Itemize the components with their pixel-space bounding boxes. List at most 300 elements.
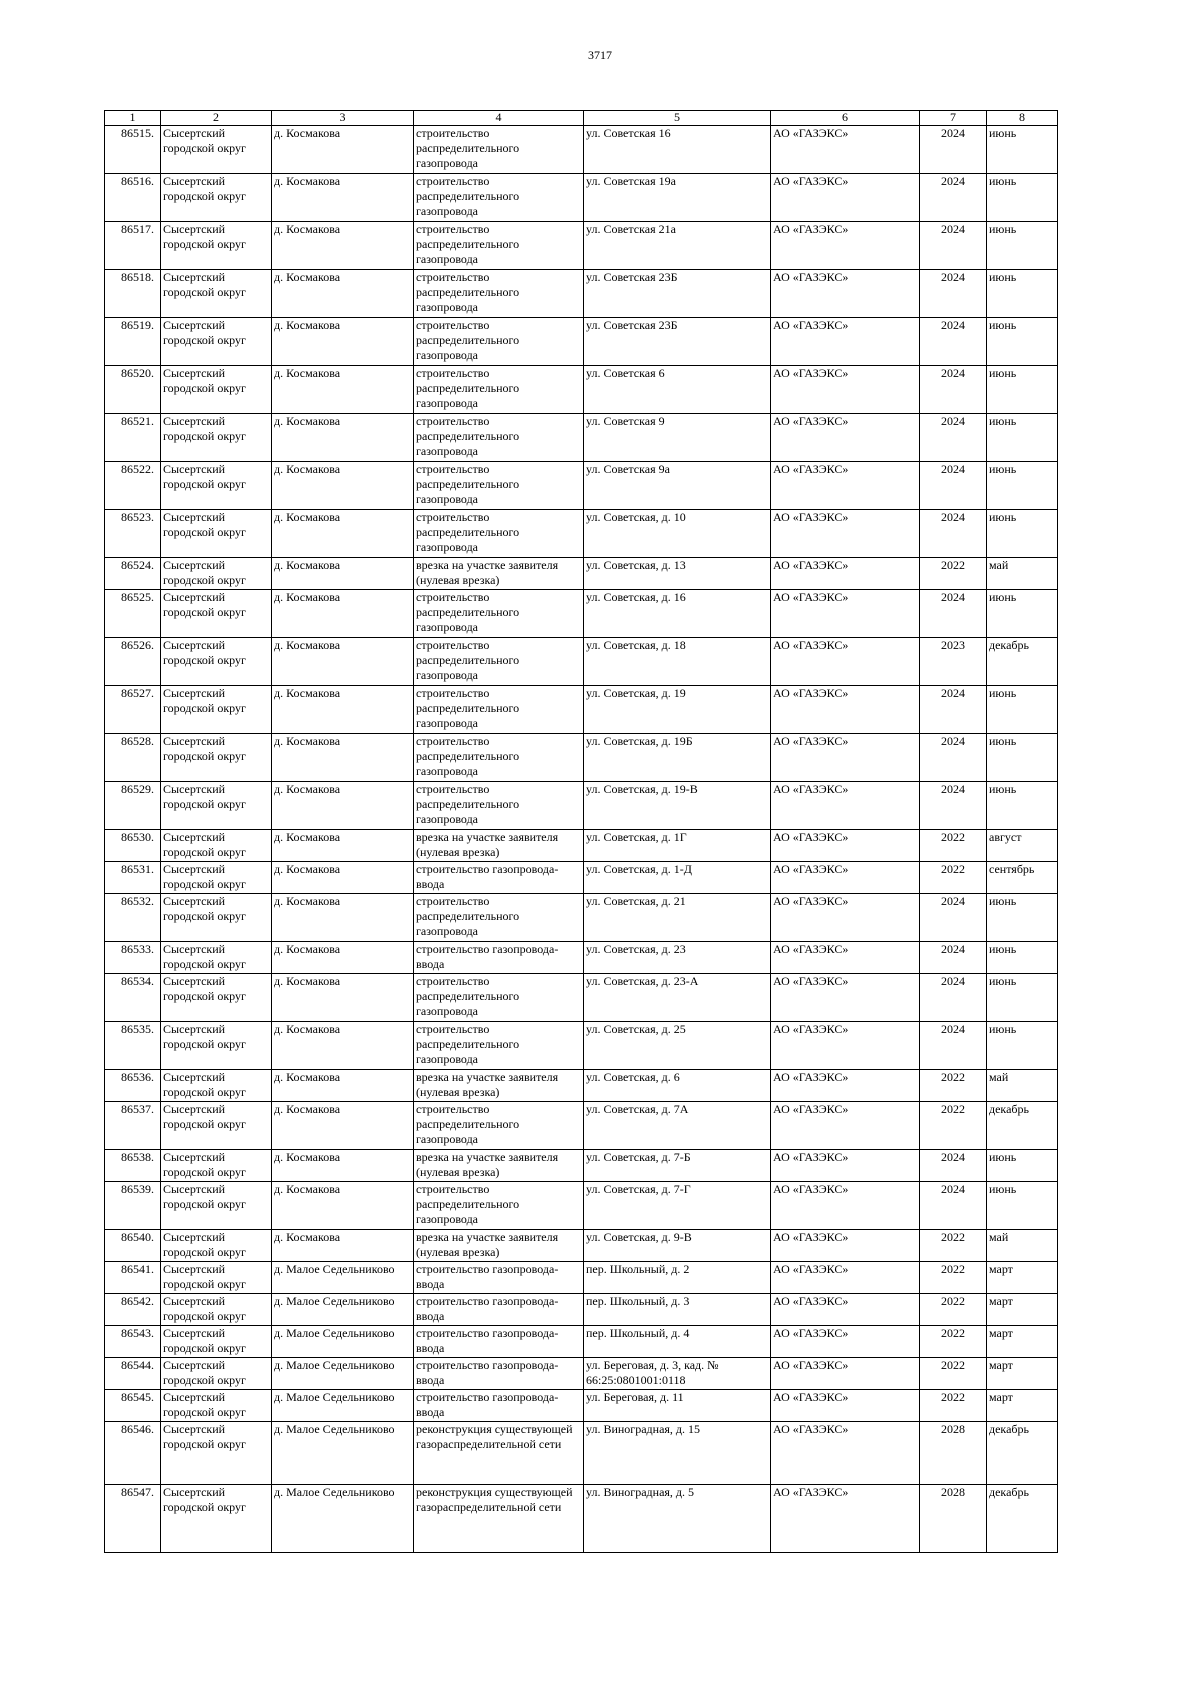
locality-cell: д. Космакова bbox=[272, 462, 414, 510]
locality-cell: д. Малое Седельниково bbox=[272, 1326, 414, 1358]
year-cell: 2024 bbox=[920, 734, 987, 782]
organization-cell: АО «ГАЗЭКС» bbox=[771, 862, 920, 894]
locality-cell: д. Космакова bbox=[272, 270, 414, 318]
row-number: 86537. bbox=[105, 1102, 161, 1150]
address-cell: ул. Советская 16 bbox=[584, 126, 771, 174]
month-cell: июнь bbox=[987, 590, 1058, 638]
organization-cell: АО «ГАЗЭКС» bbox=[771, 222, 920, 270]
year-cell: 2023 bbox=[920, 638, 987, 686]
year-cell: 2022 bbox=[920, 830, 987, 862]
year-cell: 2024 bbox=[920, 942, 987, 974]
month-cell: июнь bbox=[987, 1150, 1058, 1182]
table-row bbox=[105, 894, 1058, 942]
work-type-cell: реконструкция существующей газораспределительной сети bbox=[414, 1485, 584, 1553]
table-row bbox=[105, 414, 1058, 462]
row-number: 86541. bbox=[105, 1262, 161, 1294]
table-row bbox=[105, 638, 1058, 686]
organization-cell: АО «ГАЗЭКС» bbox=[771, 1150, 920, 1182]
table-row bbox=[105, 126, 1058, 174]
month-cell: декабрь bbox=[987, 1102, 1058, 1150]
month-cell: май bbox=[987, 1230, 1058, 1262]
month-cell: июнь bbox=[987, 222, 1058, 270]
district-cell: Сысертский городской округ bbox=[161, 1262, 272, 1294]
work-type-cell: строительство распределительного газопровода bbox=[414, 974, 584, 1022]
work-type-cell: строительство распределительного газопровода bbox=[414, 894, 584, 942]
organization-cell: АО «ГАЗЭКС» bbox=[771, 126, 920, 174]
work-type-cell: строительство распределительного газопровода bbox=[414, 1022, 584, 1070]
year-cell: 2024 bbox=[920, 686, 987, 734]
organization-cell: АО «ГАЗЭКС» bbox=[771, 894, 920, 942]
organization-cell: АО «ГАЗЭКС» bbox=[771, 366, 920, 414]
district-cell: Сысертский городской округ bbox=[161, 510, 272, 558]
locality-cell: д. Космакова bbox=[272, 174, 414, 222]
address-cell: ул. Советская, д. 19 bbox=[584, 686, 771, 734]
organization-cell: АО «ГАЗЭКС» bbox=[771, 270, 920, 318]
row-number: 86534. bbox=[105, 974, 161, 1022]
year-cell: 2022 bbox=[920, 1358, 987, 1390]
row-number: 86521. bbox=[105, 414, 161, 462]
address-cell: ул. Советская, д. 7-Б bbox=[584, 1150, 771, 1182]
district-cell: Сысертский городской округ bbox=[161, 1358, 272, 1390]
work-type-cell: строительство распределительного газопровода bbox=[414, 638, 584, 686]
month-cell: июнь bbox=[987, 414, 1058, 462]
year-cell: 2022 bbox=[920, 1326, 987, 1358]
district-cell: Сысертский городской округ bbox=[161, 734, 272, 782]
table-row bbox=[105, 558, 1058, 590]
year-cell: 2022 bbox=[920, 1294, 987, 1326]
month-cell: июнь bbox=[987, 366, 1058, 414]
address-cell: ул. Советская, д. 1Г bbox=[584, 830, 771, 862]
address-cell: ул. Советская, д. 6 bbox=[584, 1070, 771, 1102]
row-number: 86518. bbox=[105, 270, 161, 318]
work-type-cell: строительство распределительного газопровода bbox=[414, 590, 584, 638]
address-cell: ул. Советская 21а bbox=[584, 222, 771, 270]
district-cell: Сысертский городской округ bbox=[161, 974, 272, 1022]
row-number: 86531. bbox=[105, 862, 161, 894]
row-number: 86536. bbox=[105, 1070, 161, 1102]
organization-cell: АО «ГАЗЭКС» bbox=[771, 462, 920, 510]
column-header: 4 bbox=[414, 111, 584, 126]
organization-cell: АО «ГАЗЭКС» bbox=[771, 414, 920, 462]
year-cell: 2022 bbox=[920, 1070, 987, 1102]
address-cell: ул. Береговая, д. 3, кад. № 66:25:0801001:0118 bbox=[584, 1358, 771, 1390]
work-type-cell: строительство газопровода-ввода bbox=[414, 1390, 584, 1422]
year-cell: 2024 bbox=[920, 126, 987, 174]
locality-cell: д. Космакова bbox=[272, 974, 414, 1022]
year-cell: 2024 bbox=[920, 1022, 987, 1070]
month-cell: март bbox=[987, 1262, 1058, 1294]
district-cell: Сысертский городской округ bbox=[161, 1390, 272, 1422]
address-cell: ул. Береговая, д. 11 bbox=[584, 1390, 771, 1422]
row-number: 86529. bbox=[105, 782, 161, 830]
month-cell: июнь bbox=[987, 974, 1058, 1022]
month-cell: март bbox=[987, 1326, 1058, 1358]
district-cell: Сысертский городской округ bbox=[161, 1102, 272, 1150]
row-number: 86544. bbox=[105, 1358, 161, 1390]
address-cell: ул. Советская 9а bbox=[584, 462, 771, 510]
organization-cell: АО «ГАЗЭКС» bbox=[771, 1358, 920, 1390]
month-cell: май bbox=[987, 558, 1058, 590]
table-row bbox=[105, 1358, 1058, 1390]
organization-cell: АО «ГАЗЭКС» bbox=[771, 510, 920, 558]
year-cell: 2024 bbox=[920, 1182, 987, 1230]
organization-cell: АО «ГАЗЭКС» bbox=[771, 830, 920, 862]
year-cell: 2024 bbox=[920, 590, 987, 638]
month-cell: июнь bbox=[987, 174, 1058, 222]
district-cell: Сысертский городской округ bbox=[161, 894, 272, 942]
district-cell: Сысертский городской округ bbox=[161, 1230, 272, 1262]
month-cell: июнь bbox=[987, 1022, 1058, 1070]
district-cell: Сысертский городской округ bbox=[161, 782, 272, 830]
address-cell: ул. Советская 19а bbox=[584, 174, 771, 222]
month-cell: март bbox=[987, 1358, 1058, 1390]
address-cell: ул. Советская, д. 23-А bbox=[584, 974, 771, 1022]
work-type-cell: строительство газопровода-ввода bbox=[414, 942, 584, 974]
row-number: 86520. bbox=[105, 366, 161, 414]
year-cell: 2024 bbox=[920, 894, 987, 942]
organization-cell: АО «ГАЗЭКС» bbox=[771, 1294, 920, 1326]
work-type-cell: строительство распределительного газопровода bbox=[414, 510, 584, 558]
column-header: 2 bbox=[161, 111, 272, 126]
district-cell: Сысертский городской округ bbox=[161, 830, 272, 862]
locality-cell: д. Космакова bbox=[272, 830, 414, 862]
row-number: 86527. bbox=[105, 686, 161, 734]
work-type-cell: строительство распределительного газопровода bbox=[414, 318, 584, 366]
work-type-cell: врезка на участке заявителя (нулевая врезка) bbox=[414, 1230, 584, 1262]
organization-cell: АО «ГАЗЭКС» bbox=[771, 1230, 920, 1262]
locality-cell: д. Космакова bbox=[272, 126, 414, 174]
address-cell: пер. Школьный, д. 3 bbox=[584, 1294, 771, 1326]
organization-cell: АО «ГАЗЭКС» bbox=[771, 1390, 920, 1422]
row-number: 86530. bbox=[105, 830, 161, 862]
district-cell: Сысертский городской округ bbox=[161, 590, 272, 638]
row-number: 86539. bbox=[105, 1182, 161, 1230]
district-cell: Сысертский городской округ bbox=[161, 1294, 272, 1326]
year-cell: 2022 bbox=[920, 558, 987, 590]
locality-cell: д. Космакова bbox=[272, 1230, 414, 1262]
district-cell: Сысертский городской округ bbox=[161, 222, 272, 270]
district-cell: Сысертский городской округ bbox=[161, 1485, 272, 1553]
locality-cell: д. Космакова bbox=[272, 1102, 414, 1150]
work-type-cell: строительство распределительного газопровода bbox=[414, 686, 584, 734]
address-cell: ул. Советская 6 bbox=[584, 366, 771, 414]
organization-cell: АО «ГАЗЭКС» bbox=[771, 1326, 920, 1358]
locality-cell: д. Малое Седельниково bbox=[272, 1485, 414, 1553]
district-cell: Сысертский городской округ bbox=[161, 638, 272, 686]
row-number: 86545. bbox=[105, 1390, 161, 1422]
district-cell: Сысертский городской округ bbox=[161, 1022, 272, 1070]
year-cell: 2024 bbox=[920, 270, 987, 318]
locality-cell: д. Малое Седельниково bbox=[272, 1294, 414, 1326]
year-cell: 2024 bbox=[920, 366, 987, 414]
district-cell: Сысертский городской округ bbox=[161, 558, 272, 590]
locality-cell: д. Космакова bbox=[272, 782, 414, 830]
table-row bbox=[105, 1102, 1058, 1150]
locality-cell: д. Малое Седельниково bbox=[272, 1390, 414, 1422]
table-row bbox=[105, 1022, 1058, 1070]
district-cell: Сысертский городской округ bbox=[161, 1182, 272, 1230]
locality-cell: д. Космакова bbox=[272, 1150, 414, 1182]
locality-cell: д. Космакова bbox=[272, 590, 414, 638]
month-cell: июнь bbox=[987, 894, 1058, 942]
table-row bbox=[105, 1262, 1058, 1294]
address-cell: ул. Советская, д. 23 bbox=[584, 942, 771, 974]
district-cell: Сысертский городской округ bbox=[161, 686, 272, 734]
address-cell: ул. Советская, д. 9-В bbox=[584, 1230, 771, 1262]
work-type-cell: строительство распределительного газопровода bbox=[414, 1102, 584, 1150]
table-row bbox=[105, 1390, 1058, 1422]
table-row bbox=[105, 1070, 1058, 1102]
work-type-cell: строительство распределительного газопровода bbox=[414, 366, 584, 414]
address-cell: ул. Советская, д. 10 bbox=[584, 510, 771, 558]
work-type-cell: врезка на участке заявителя (нулевая врезка) bbox=[414, 830, 584, 862]
year-cell: 2024 bbox=[920, 462, 987, 510]
address-cell: ул. Советская, д. 25 bbox=[584, 1022, 771, 1070]
row-number: 86540. bbox=[105, 1230, 161, 1262]
district-cell: Сысертский городской округ bbox=[161, 270, 272, 318]
work-type-cell: врезка на участке заявителя (нулевая врезка) bbox=[414, 1070, 584, 1102]
row-number: 86542. bbox=[105, 1294, 161, 1326]
year-cell: 2028 bbox=[920, 1485, 987, 1553]
year-cell: 2024 bbox=[920, 222, 987, 270]
row-number: 86523. bbox=[105, 510, 161, 558]
organization-cell: АО «ГАЗЭКС» bbox=[771, 1422, 920, 1485]
locality-cell: д. Космакова bbox=[272, 686, 414, 734]
organization-cell: АО «ГАЗЭКС» bbox=[771, 1102, 920, 1150]
work-type-cell: врезка на участке заявителя (нулевая врезка) bbox=[414, 1150, 584, 1182]
locality-cell: д. Космакова bbox=[272, 1070, 414, 1102]
locality-cell: д. Космакова bbox=[272, 1022, 414, 1070]
work-type-cell: строительство распределительного газопровода bbox=[414, 126, 584, 174]
table-row bbox=[105, 510, 1058, 558]
locality-cell: д. Космакова bbox=[272, 510, 414, 558]
month-cell: июнь bbox=[987, 270, 1058, 318]
work-type-cell: строительство распределительного газопровода bbox=[414, 222, 584, 270]
year-cell: 2024 bbox=[920, 318, 987, 366]
column-header: 8 bbox=[987, 111, 1058, 126]
address-cell: ул. Советская 23Б bbox=[584, 270, 771, 318]
locality-cell: д. Космакова bbox=[272, 734, 414, 782]
organization-cell: АО «ГАЗЭКС» bbox=[771, 734, 920, 782]
year-cell: 2022 bbox=[920, 1262, 987, 1294]
table-row bbox=[105, 366, 1058, 414]
district-cell: Сысертский городской округ bbox=[161, 174, 272, 222]
row-number: 86526. bbox=[105, 638, 161, 686]
row-number: 86516. bbox=[105, 174, 161, 222]
month-cell: июнь bbox=[987, 510, 1058, 558]
year-cell: 2024 bbox=[920, 782, 987, 830]
row-number: 86543. bbox=[105, 1326, 161, 1358]
month-cell: декабрь bbox=[987, 1422, 1058, 1485]
district-cell: Сысертский городской округ bbox=[161, 366, 272, 414]
column-header: 6 bbox=[771, 111, 920, 126]
organization-cell: АО «ГАЗЭКС» bbox=[771, 782, 920, 830]
work-type-cell: строительство распределительного газопровода bbox=[414, 174, 584, 222]
month-cell: март bbox=[987, 1390, 1058, 1422]
year-cell: 2024 bbox=[920, 974, 987, 1022]
month-cell: декабрь bbox=[987, 638, 1058, 686]
table-row bbox=[105, 222, 1058, 270]
address-cell: ул. Советская, д. 1-Д bbox=[584, 862, 771, 894]
organization-cell: АО «ГАЗЭКС» bbox=[771, 686, 920, 734]
table-row bbox=[105, 270, 1058, 318]
locality-cell: д. Космакова bbox=[272, 862, 414, 894]
organization-cell: АО «ГАЗЭКС» bbox=[771, 1070, 920, 1102]
organization-cell: АО «ГАЗЭКС» bbox=[771, 174, 920, 222]
table-row bbox=[105, 462, 1058, 510]
table-row bbox=[105, 1182, 1058, 1230]
work-type-cell: строительство распределительного газопровода bbox=[414, 1182, 584, 1230]
district-cell: Сысертский городской округ bbox=[161, 126, 272, 174]
table-row bbox=[105, 974, 1058, 1022]
locality-cell: д. Космакова bbox=[272, 222, 414, 270]
organization-cell: АО «ГАЗЭКС» bbox=[771, 942, 920, 974]
gasification-table bbox=[104, 110, 1058, 1553]
address-cell: ул. Советская, д. 19Б bbox=[584, 734, 771, 782]
district-cell: Сысертский городской округ bbox=[161, 1070, 272, 1102]
table-row bbox=[105, 1422, 1058, 1485]
work-type-cell: строительство газопровода-ввода bbox=[414, 1262, 584, 1294]
column-header: 1 bbox=[105, 111, 161, 126]
district-cell: Сысертский городской округ bbox=[161, 1326, 272, 1358]
organization-cell: АО «ГАЗЭКС» bbox=[771, 1022, 920, 1070]
locality-cell: д. Космакова bbox=[272, 318, 414, 366]
locality-cell: д. Космакова bbox=[272, 414, 414, 462]
district-cell: Сысертский городской округ bbox=[161, 462, 272, 510]
work-type-cell: строительство газопровода-ввода bbox=[414, 862, 584, 894]
table-row bbox=[105, 1485, 1058, 1553]
district-cell: Сысертский городской округ bbox=[161, 942, 272, 974]
column-header: 3 bbox=[272, 111, 414, 126]
page-number: 3717 bbox=[588, 48, 612, 62]
organization-cell: АО «ГАЗЭКС» bbox=[771, 558, 920, 590]
district-cell: Сысертский городской округ bbox=[161, 1422, 272, 1485]
organization-cell: АО «ГАЗЭКС» bbox=[771, 974, 920, 1022]
address-cell: ул. Виноградная, д. 5 bbox=[584, 1485, 771, 1553]
organization-cell: АО «ГАЗЭКС» bbox=[771, 590, 920, 638]
work-type-cell: врезка на участке заявителя (нулевая врезка) bbox=[414, 558, 584, 590]
year-cell: 2024 bbox=[920, 1150, 987, 1182]
organization-cell: АО «ГАЗЭКС» bbox=[771, 1485, 920, 1553]
month-cell: июнь bbox=[987, 126, 1058, 174]
table-body bbox=[105, 111, 1058, 1553]
table-row bbox=[105, 318, 1058, 366]
table-row bbox=[105, 1294, 1058, 1326]
month-cell: июнь bbox=[987, 686, 1058, 734]
address-cell: ул. Советская, д. 16 bbox=[584, 590, 771, 638]
row-number: 86535. bbox=[105, 1022, 161, 1070]
organization-cell: АО «ГАЗЭКС» bbox=[771, 638, 920, 686]
year-cell: 2028 bbox=[920, 1422, 987, 1485]
row-number: 86519. bbox=[105, 318, 161, 366]
locality-cell: д. Космакова bbox=[272, 638, 414, 686]
year-cell: 2022 bbox=[920, 1390, 987, 1422]
month-cell: май bbox=[987, 1070, 1058, 1102]
work-type-cell: строительство распределительного газопровода bbox=[414, 462, 584, 510]
locality-cell: д. Малое Седельниково bbox=[272, 1358, 414, 1390]
month-cell: июнь bbox=[987, 942, 1058, 974]
district-cell: Сысертский городской округ bbox=[161, 1150, 272, 1182]
table-row bbox=[105, 782, 1058, 830]
row-number: 86533. bbox=[105, 942, 161, 974]
district-cell: Сысертский городской округ bbox=[161, 318, 272, 366]
address-cell: ул. Советская 23Б bbox=[584, 318, 771, 366]
work-type-cell: строительство газопровода-ввода bbox=[414, 1294, 584, 1326]
locality-cell: д. Космакова bbox=[272, 942, 414, 974]
locality-cell: д. Малое Седельниково bbox=[272, 1422, 414, 1485]
address-cell: ул. Советская, д. 18 bbox=[584, 638, 771, 686]
district-cell: Сысертский городской округ bbox=[161, 862, 272, 894]
locality-cell: д. Космакова bbox=[272, 1182, 414, 1230]
table-row bbox=[105, 942, 1058, 974]
row-number: 86546. bbox=[105, 1422, 161, 1485]
address-cell: ул. Советская, д. 7-Г bbox=[584, 1182, 771, 1230]
row-number: 86524. bbox=[105, 558, 161, 590]
district-cell: Сысертский городской округ bbox=[161, 414, 272, 462]
month-cell: август bbox=[987, 830, 1058, 862]
row-number: 86538. bbox=[105, 1150, 161, 1182]
column-header: 7 bbox=[920, 111, 987, 126]
table-row bbox=[105, 734, 1058, 782]
address-cell: ул. Советская, д. 19-В bbox=[584, 782, 771, 830]
month-cell: декабрь bbox=[987, 1485, 1058, 1553]
month-cell: июнь bbox=[987, 734, 1058, 782]
row-number: 86522. bbox=[105, 462, 161, 510]
month-cell: июнь bbox=[987, 1182, 1058, 1230]
address-cell: пер. Школьный, д. 4 bbox=[584, 1326, 771, 1358]
year-cell: 2022 bbox=[920, 862, 987, 894]
column-number-row bbox=[105, 111, 1058, 126]
table-row bbox=[105, 862, 1058, 894]
year-cell: 2024 bbox=[920, 510, 987, 558]
column-header: 5 bbox=[584, 111, 771, 126]
table-row bbox=[105, 830, 1058, 862]
work-type-cell: строительство газопровода-ввода bbox=[414, 1326, 584, 1358]
month-cell: июнь bbox=[987, 462, 1058, 510]
organization-cell: АО «ГАЗЭКС» bbox=[771, 1262, 920, 1294]
table-row bbox=[105, 1150, 1058, 1182]
organization-cell: АО «ГАЗЭКС» bbox=[771, 1182, 920, 1230]
locality-cell: д. Малое Седельниково bbox=[272, 1262, 414, 1294]
address-cell: ул. Советская, д. 13 bbox=[584, 558, 771, 590]
row-number: 86515. bbox=[105, 126, 161, 174]
year-cell: 2022 bbox=[920, 1102, 987, 1150]
address-cell: ул. Советская 9 bbox=[584, 414, 771, 462]
work-type-cell: строительство распределительного газопровода bbox=[414, 270, 584, 318]
locality-cell: д. Космакова bbox=[272, 366, 414, 414]
month-cell: июнь bbox=[987, 318, 1058, 366]
work-type-cell: строительство распределительного газопровода bbox=[414, 414, 584, 462]
address-cell: пер. Школьный, д. 2 bbox=[584, 1262, 771, 1294]
work-type-cell: строительство распределительного газопровода bbox=[414, 782, 584, 830]
table-row bbox=[105, 174, 1058, 222]
row-number: 86532. bbox=[105, 894, 161, 942]
table-row bbox=[105, 590, 1058, 638]
row-number: 86517. bbox=[105, 222, 161, 270]
year-cell: 2022 bbox=[920, 1230, 987, 1262]
work-type-cell: строительство распределительного газопровода bbox=[414, 734, 584, 782]
row-number: 86525. bbox=[105, 590, 161, 638]
table-row bbox=[105, 1230, 1058, 1262]
organization-cell: АО «ГАЗЭКС» bbox=[771, 318, 920, 366]
month-cell: сентябрь bbox=[987, 862, 1058, 894]
month-cell: июнь bbox=[987, 782, 1058, 830]
work-type-cell: строительство газопровода-ввода bbox=[414, 1358, 584, 1390]
row-number: 86547. bbox=[105, 1485, 161, 1553]
year-cell: 2024 bbox=[920, 414, 987, 462]
table-row bbox=[105, 686, 1058, 734]
row-number: 86528. bbox=[105, 734, 161, 782]
